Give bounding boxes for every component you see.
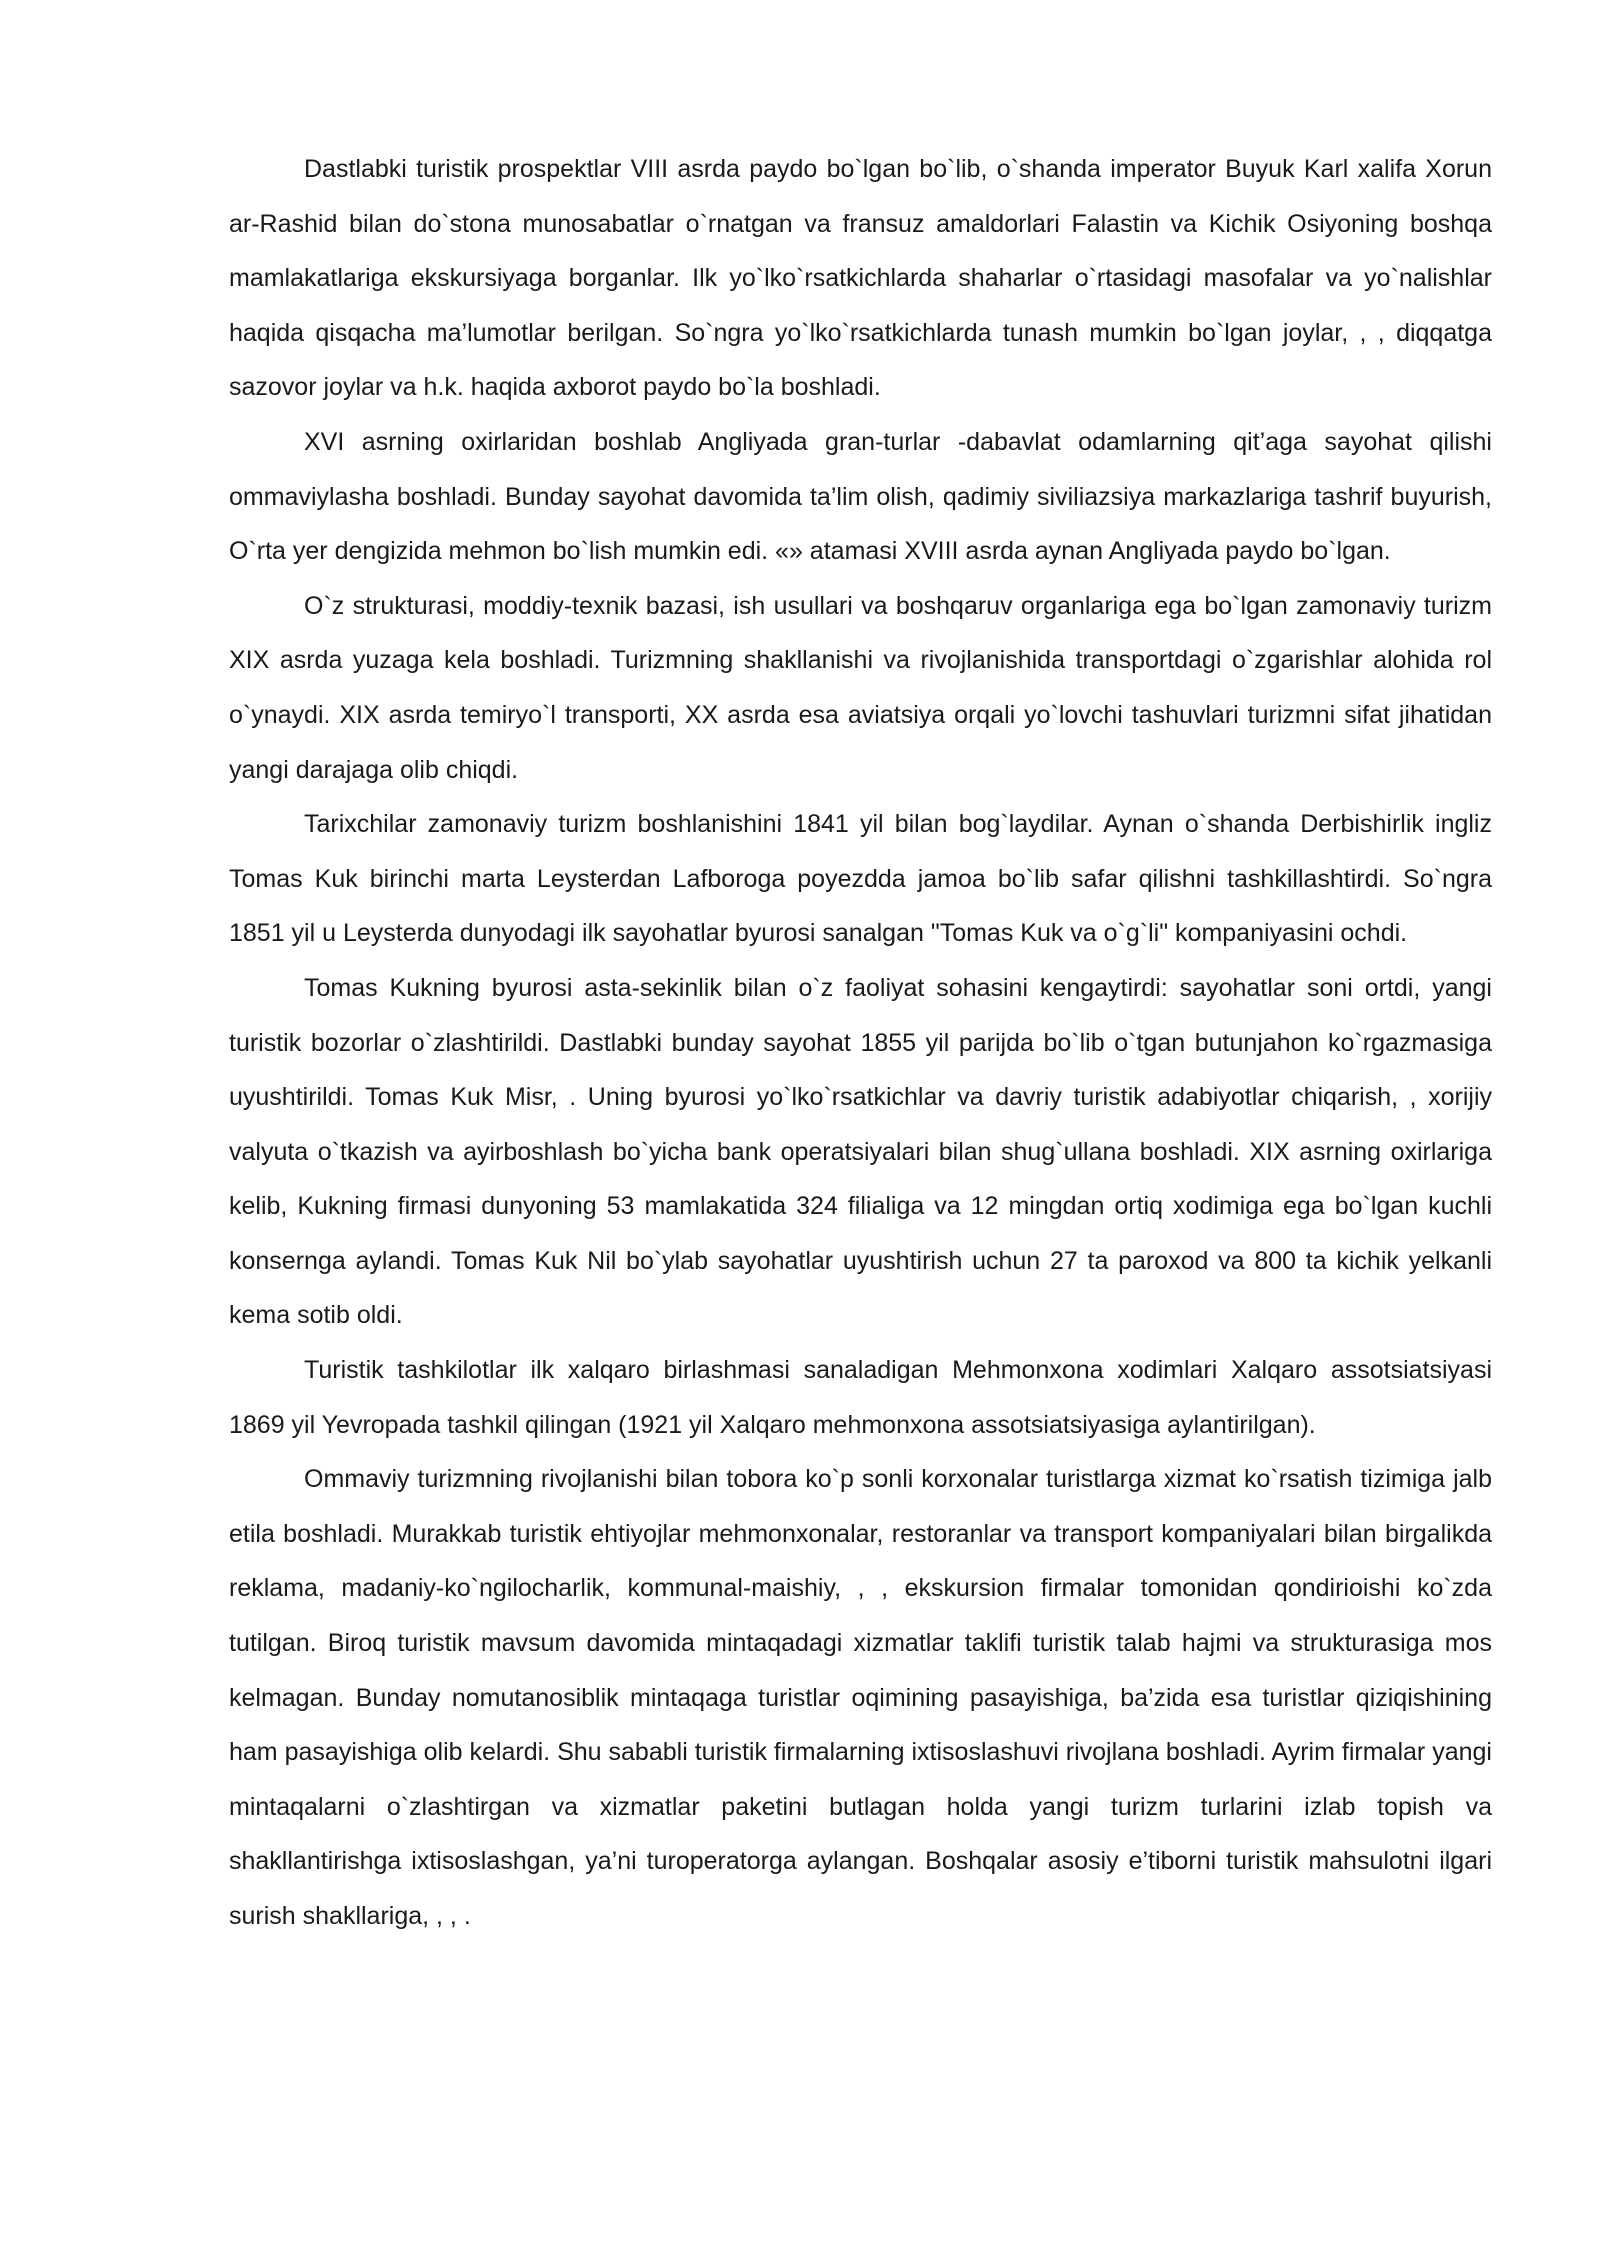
paragraph-6: Turistik tashkilotlar ilk xalqaro birlashmasi sanaladigan Mehmonxona xodimlari Xalqaro assotsiatsiyasi 1869 yil Yevropada tashkil qilingan (1921 yil Xalqaro mehmonxona assotsiatsiyasiga aylantirilgan).: [229, 1356, 1492, 1439]
paragraph-2: XVI asrning oxirlaridan boshlab Angliyada gran-turlar -dabavlat odamlarning qit’aga sayohat qilishi ommaviylasha boshladi. Bunday sayohat davomida ta’lim olish, qadimiy siviliazsiya markazlariga tashrif buyurish, O`rta yer dengizida mehmon bo`lish mumkin edi. «» atamasi XVIII asrda aynan Angliyada paydo bo`lgan.: [229, 427, 1492, 566]
paragraph-4: Tarixchilar zamonaviy turizm boshlanishini 1841 yil bilan bog`laydilar. Aynan o`shanda Derbishirlik ingliz Tomas Kuk birinchi marta Leysterdan Lafboroga poyezdda jamoa bo`lib safar qilishni tashkillashtirdi. So`ngra 1851 yil u Leysterda dunyodagi ilk sayohatlar byurosi sanalgan "Tomas Kuk va o`g`li" kompaniyasini ochdi.: [229, 810, 1492, 948]
paragraph-3: O`z strukturasi, moddiy-texnik bazasi, ish usullari va boshqaruv organlariga ega bo`lgan zamonaviy turizm XIX asrda yuzaga kela boshladi. Turizmning shakllanishi va rivojlanishida transportdagi o`zgarishlar alohida rol o`ynaydi. XIX asrda temiryo`l transporti, XX asrda esa aviatsiya orqali yo`lovchi tashuvlari turizmni sifat jihatidan yangi darajaga olib chiqdi.: [229, 591, 1492, 784]
paragraph-7: Ommaviy turizmning rivojlanishi bilan tobora ko`p sonli korxonalar turistlarga xizmat ko`rsatish tizimiga jalb etila boshladi. Murakkab turistik ehtiyojlar mehmonxonalar, restoranlar va transport kompaniyalari bilan birgalikda reklama, madaniy-ko`ngilocharlik, kommunal-maishiy, , , ekskursion firmalar tomonidan qondirioishi ko`zda tutilgan. Biroq turistik mavsum davomida mintaqadagi xizmatlar taklifi turistik talab hajmi va strukturasiga mos kelmagan. Bunday nomutanosiblik mintaqaga turistlar oqimining pasayishiga, ba’zida esa turistlar qiziqishining ham pasayishiga olib kelardi. Shu sababli turistik firmalarning ixtisoslashuvi rivojlana boshladi. Ayrim firmalar yangi mintaqalarni o`zlashtirgan va xizmatlar paketini butlagan holda yangi turizm turlarini izlab topish va shakllantirishga ixtisoslashgan, ya’ni turoperatorga aylangan. Boshqalar asosiy e’tiborni turistik mahsulotni ilgari surish shakllariga, , , .: [229, 1465, 1492, 1930]
paragraph-1: Dastlabki turistik prospektlar VIII asrda paydo bo`lgan bo`lib, o`shanda imperator Buyuk Karl xalifa Xorun ar-Rashid bilan do`stona munosabatlar o`rnatgan va fransuz amaldorlari Falastin va Kichik Osiyoning boshqa mamlakatlariga ekskursiyaga borganlar. Ilk yo`lko`rsatkichlarda shaharlar o`rtasidagi masofalar va yo`nalishlar haqida qisqacha ma’lumotlar berilgan. So`ngra yo`lko`rsatkichlarda tunash mumkin bo`lgan joylar, , , diqqatga sazovor joylar va h.k. haqida axborot paydo bo`la boshladi.: [229, 155, 1492, 402]
paragraph-5: Tomas Kukning byurosi asta-sekinlik bilan o`z faoliyat sohasini kengaytirdi: sayohatlar soni ortdi, yangi turistik bozorlar o`zlashtirildi. Dastlabki bunday sayohat 1855 yil parijda bo`lib o`tgan butunjahon ko`rgazmasiga uyushtirildi. Tomas Kuk Misr, . Uning byurosi yo`lko`rsatkichlar va davriy turistik adabiyotlar chiqarish, , xorijiy valyuta o`tkazish va ayirboshlash bo`yicha bank operatsiyalari bilan shug`ullana boshladi. XIX asrning oxirlariga kelib, Kukning firmasi dunyoning 53 mamlakatida 324 filialiga va 12 mingdan ortiq xodimiga ega bo`lgan kuchli konsernga aylandi. Tomas Kuk Nil bo`ylab sayohatlar uyushtirish uchun 27 ta paroxod va 800 ta kichik yelkanli kema sotib oldi.: [229, 973, 1492, 1330]
document-page: [229, 142, 1492, 1944]
